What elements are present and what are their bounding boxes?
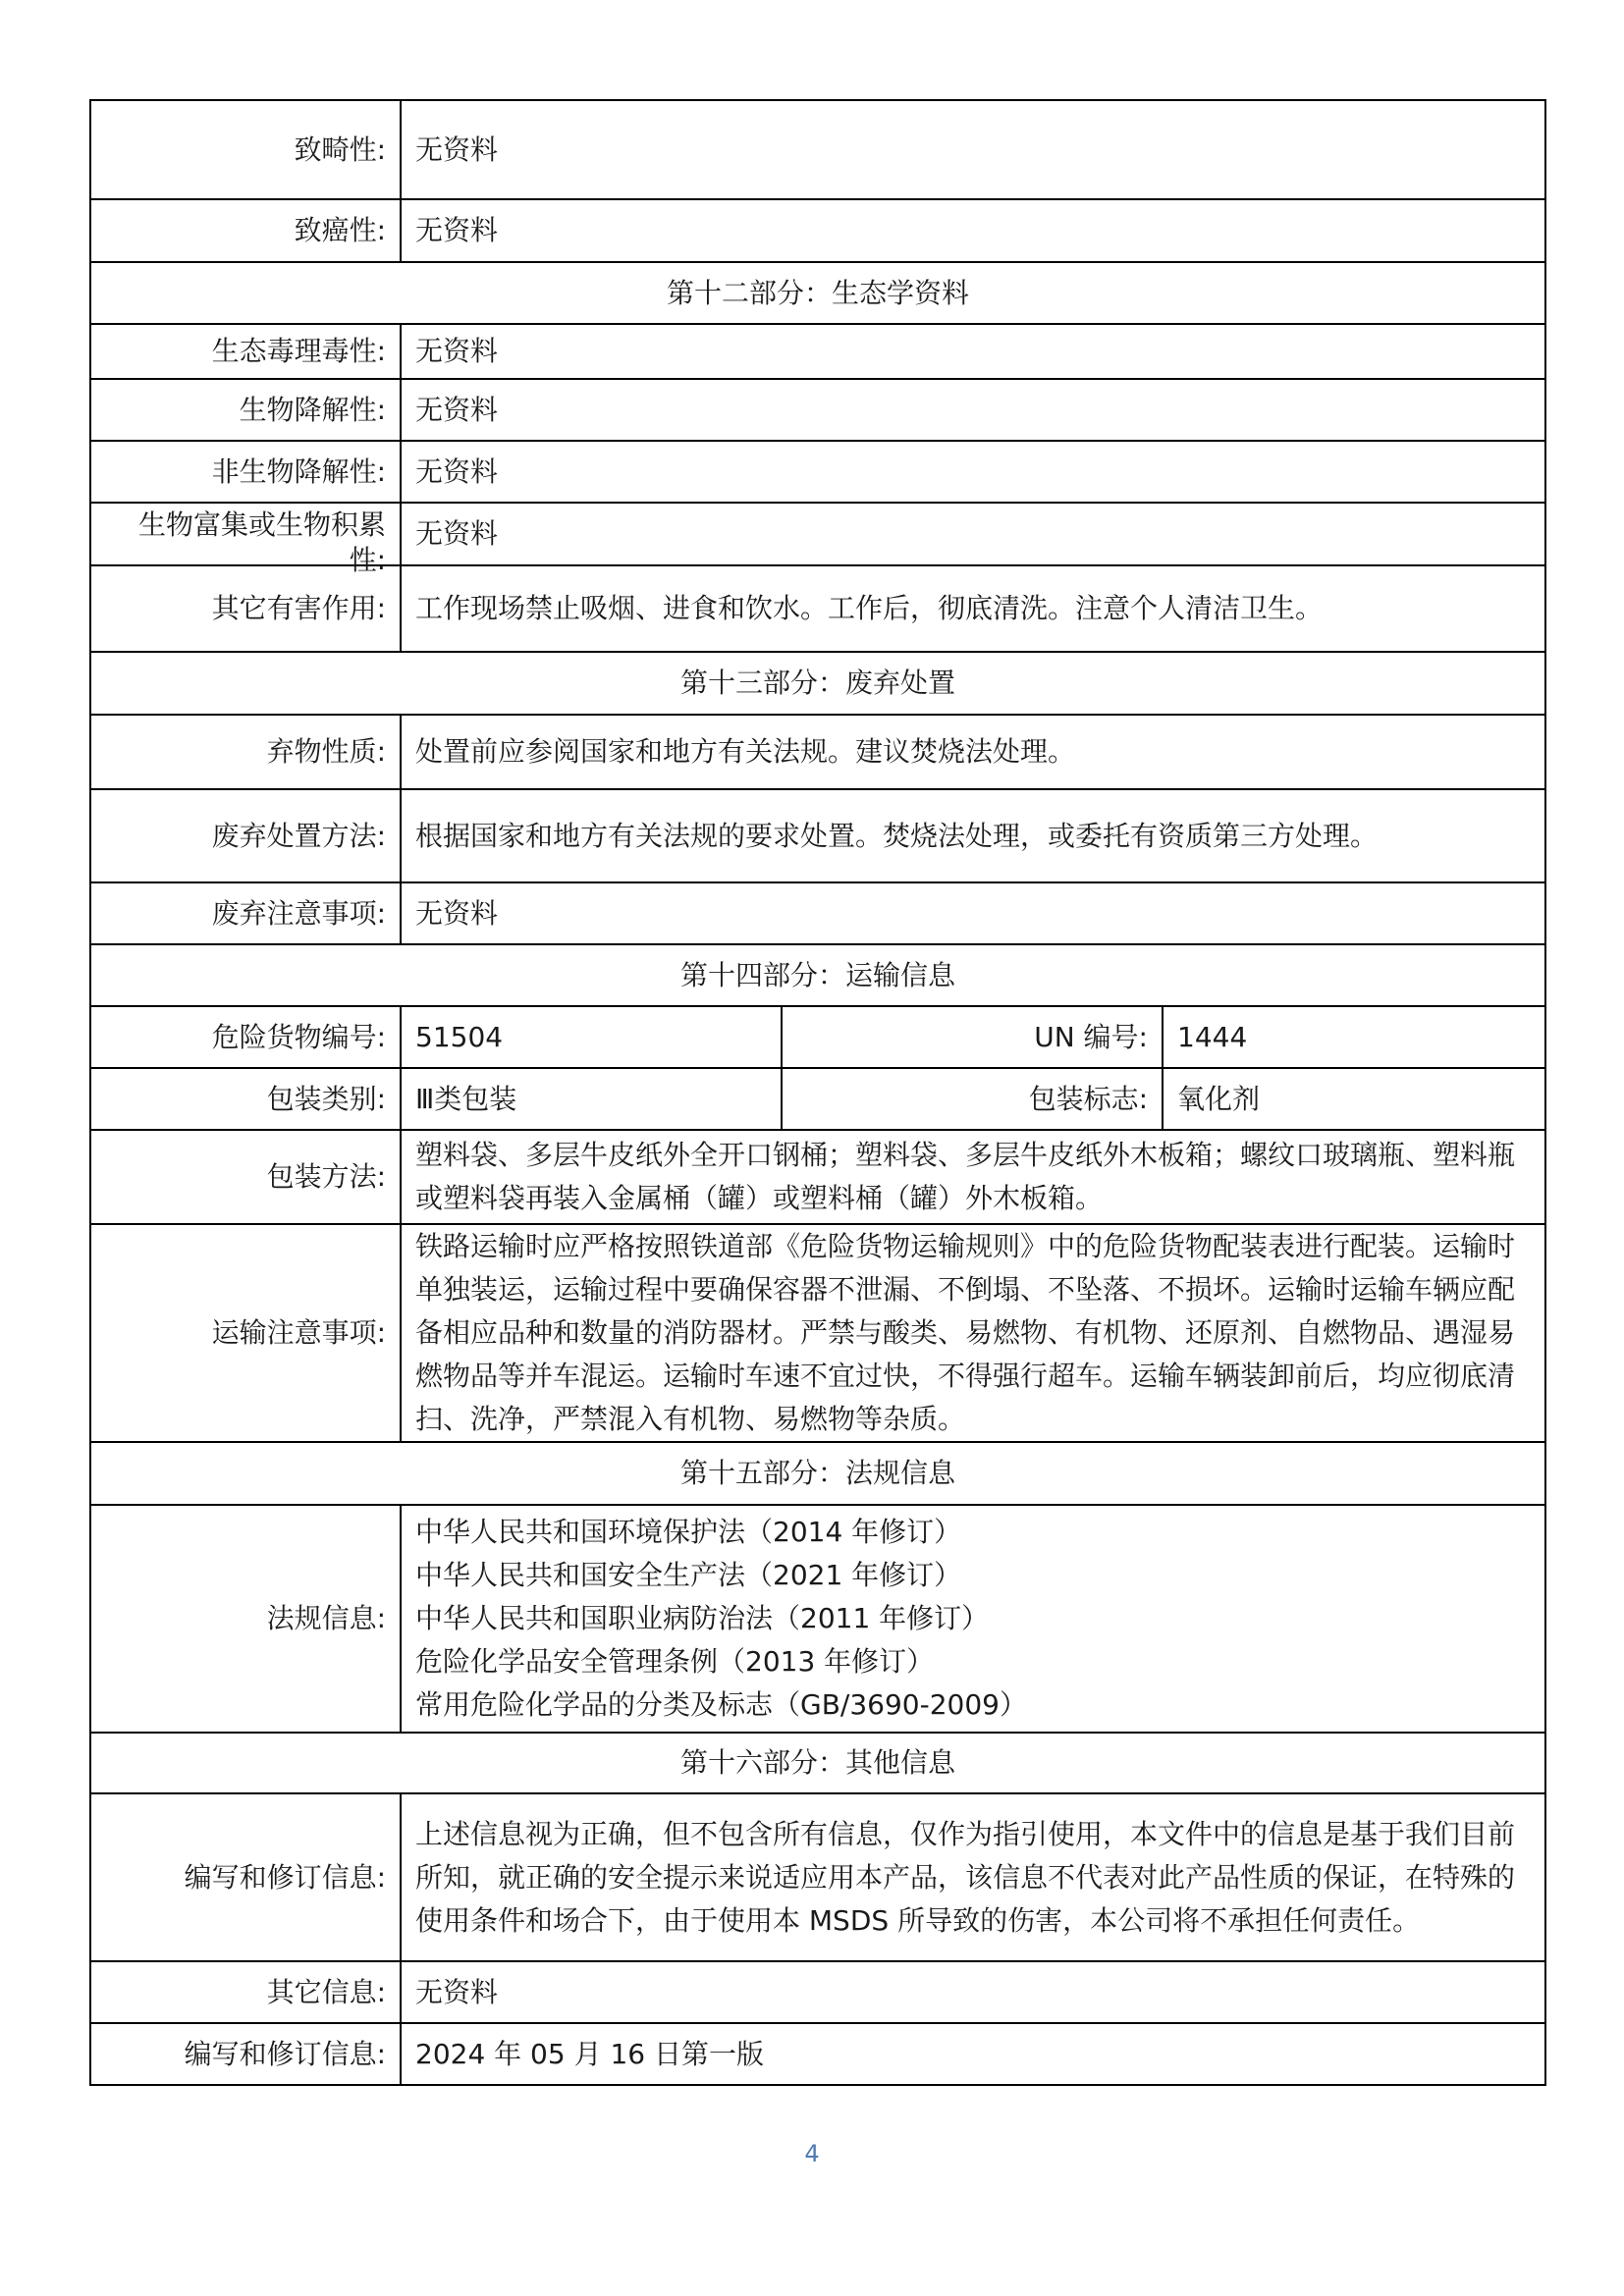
dg-number-label: 危险货物编号: xyxy=(90,1006,401,1068)
ecotoxicity-value: 无资料 xyxy=(401,324,1545,379)
teratogenicity-label: 致畸性: xyxy=(90,100,401,199)
regulations-label: 法规信息: xyxy=(90,1505,401,1733)
packing-mark-label: 包装标志: xyxy=(782,1068,1163,1130)
ecotoxicity-label: 生态毒理毒性: xyxy=(90,324,401,379)
un-number-label: UN 编号: xyxy=(782,1006,1163,1068)
section-16-title: 第十六部分：其他信息 xyxy=(90,1733,1545,1793)
table-row xyxy=(90,324,1545,379)
table-row xyxy=(90,565,1545,652)
section-header-row xyxy=(90,1442,1545,1505)
table-row xyxy=(90,503,1545,565)
section-header-row xyxy=(90,652,1545,715)
carcinogenicity-value: 无资料 xyxy=(401,199,1545,262)
packing-mark-value: 氧化剂 xyxy=(1163,1068,1545,1130)
nonbiodegradability-label: 非生物降解性: xyxy=(90,441,401,503)
table-row xyxy=(90,100,1545,199)
teratogenicity-value: 无资料 xyxy=(401,100,1545,199)
un-number-value: 1444 xyxy=(1163,1006,1545,1068)
section-14-title: 第十四部分：运输信息 xyxy=(90,944,1545,1006)
table-row xyxy=(90,1006,1545,1068)
packing-method-value: 塑料袋、多层牛皮纸外全开口钢桶；塑料袋、多层牛皮纸外木板箱；螺纹口玻璃瓶、塑料瓶或塑料袋再装入金属桶（罐）或塑料桶（罐）外木板箱。 xyxy=(401,1130,1545,1224)
transport-notes-label: 运输注意事项: xyxy=(90,1224,401,1442)
table-row xyxy=(90,379,1545,441)
carcinogenicity-label: 致癌性: xyxy=(90,199,401,262)
other-info-value: 无资料 xyxy=(401,1961,1545,2023)
transport-notes-value: 铁路运输时应严格按照铁道部《危险货物运输规则》中的危险货物配装表进行配装。运输时单独装运，运输过程中要确保容器不泄漏、不倒塌、不坠落、不损坏。运输时运输车辆应配备相应品种和数量的消防器材。严禁与酸类、易燃物、有机物、还原剂、自燃物品、遇湿易燃物品等并车混运。运输时车速不宜过快，不得强行超车。运输车辆装卸前后，均应彻底清扫、洗净，严禁混入有机物、易燃物等杂质。 xyxy=(401,1224,1545,1442)
dg-number-value: 51504 xyxy=(401,1006,782,1068)
section-header-row xyxy=(90,262,1545,324)
packing-class-label: 包装类别: xyxy=(90,1068,401,1130)
biodegradability-value: 无资料 xyxy=(401,379,1545,441)
disposal-notes-value: 无资料 xyxy=(401,882,1545,944)
section-15-title: 第十五部分：法规信息 xyxy=(90,1442,1545,1505)
other-hazards-value: 工作现场禁止吸烟、进食和饮水。工作后，彻底清洗。注意个人清洁卫生。 xyxy=(401,565,1545,652)
table-row xyxy=(90,2023,1545,2085)
biodegradability-label: 生物降解性: xyxy=(90,379,401,441)
revision-date-label: 编写和修订信息: xyxy=(90,2023,401,2085)
regulation-item: 中华人民共和国安全生产法（2021 年修订） xyxy=(415,1559,962,1591)
table-row xyxy=(90,441,1545,503)
msds-table xyxy=(89,99,1546,2086)
packing-method-label: 包装方法: xyxy=(90,1130,401,1224)
table-row xyxy=(90,1068,1545,1130)
table-row xyxy=(90,1224,1545,1442)
other-info-label: 其它信息: xyxy=(90,1961,401,2023)
section-12-title: 第十二部分：生态学资料 xyxy=(90,262,1545,324)
regulation-item: 常用危险化学品的分类及标志（GB/3690-2009） xyxy=(415,1688,1027,1721)
table-row xyxy=(90,1793,1545,1961)
disposal-method-label: 废弃处置方法: xyxy=(90,789,401,882)
regulation-item: 中华人民共和国环境保护法（2014 年修订） xyxy=(415,1516,962,1548)
table-row xyxy=(90,199,1545,262)
table-row xyxy=(90,789,1545,882)
regulation-item: 危险化学品安全管理条例（2013 年修订） xyxy=(415,1645,935,1678)
regulations-list xyxy=(401,1505,1545,1733)
bioaccumulation-value: 无资料 xyxy=(401,503,1545,565)
section-header-row xyxy=(90,1733,1545,1793)
packing-class-value: Ⅲ类包装 xyxy=(401,1068,782,1130)
table-row xyxy=(90,715,1545,789)
disposal-notes-label: 废弃注意事项: xyxy=(90,882,401,944)
revision-date-value: 2024 年 05 月 16 日第一版 xyxy=(401,2023,1545,2085)
table-row xyxy=(90,1130,1545,1224)
table-row xyxy=(90,1961,1545,2023)
table-row xyxy=(90,1505,1545,1733)
page-number: 4 xyxy=(804,2140,820,2167)
bioaccumulation-label: 生物富集或生物积累性: xyxy=(137,508,386,576)
regulation-item: 中华人民共和国职业病防治法（2011 年修订） xyxy=(415,1602,990,1634)
other-hazards-label: 其它有害作用: xyxy=(90,565,401,652)
section-header-row xyxy=(90,944,1545,1006)
table-row xyxy=(90,882,1545,944)
waste-nature-value: 处置前应参阅国家和地方有关法规。建议焚烧法处理。 xyxy=(401,715,1545,789)
disposal-method-value: 根据国家和地方有关法规的要求处置。焚烧法处理，或委托有资质第三方处理。 xyxy=(401,789,1545,882)
bioaccumulation-label-cell xyxy=(90,503,401,576)
waste-nature-label: 弃物性质: xyxy=(90,715,401,789)
section-13-title: 第十三部分：废弃处置 xyxy=(90,652,1545,715)
revision-info-value: 上述信息视为正确，但不包含所有信息，仅作为指引使用，本文件中的信息是基于我们目前所知，就正确的安全提示来说适应用本产品，该信息不代表对此产品性质的保证，在特殊的使用条件和场合下，由于使用本 MSDS 所导致的伤害，本公司将不承担任何责任。 xyxy=(401,1793,1545,1961)
revision-info-label: 编写和修订信息: xyxy=(90,1793,401,1961)
nonbiodegradability-value: 无资料 xyxy=(401,441,1545,503)
